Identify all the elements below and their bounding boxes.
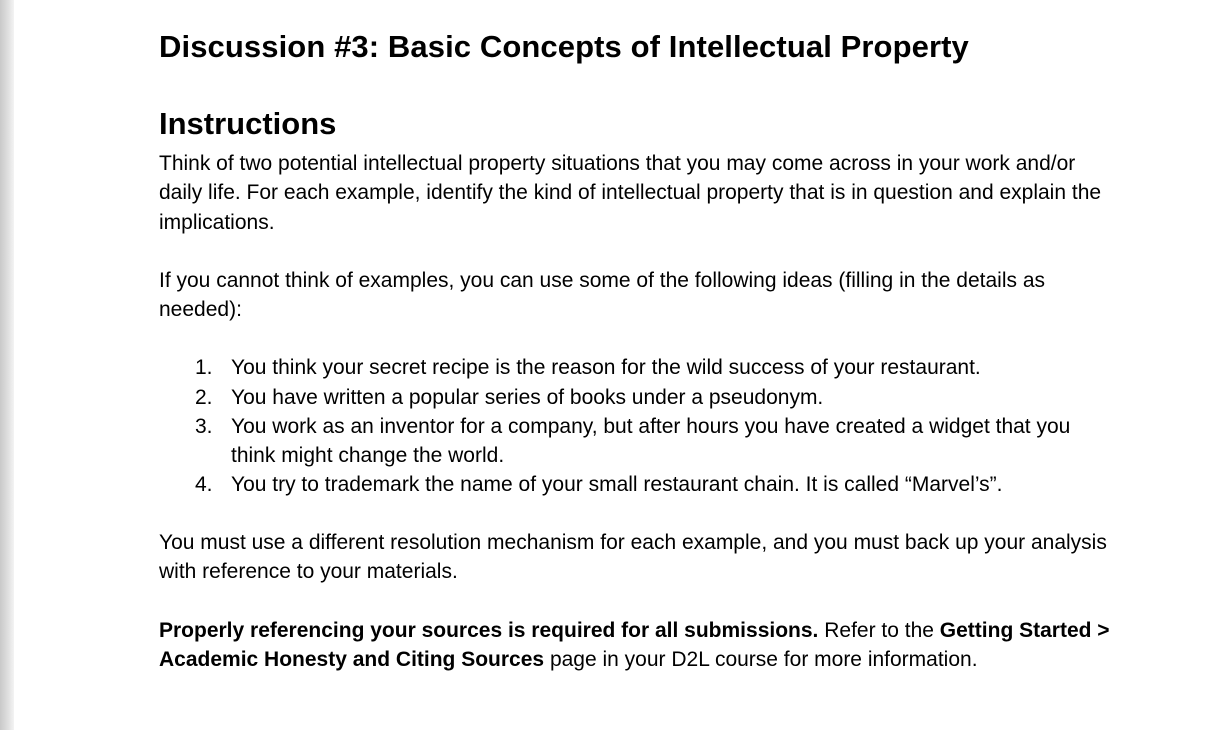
list-item-number: 2. — [195, 385, 213, 409]
document-page — [14, 0, 1232, 730]
list-item-number: 1. — [195, 356, 213, 380]
list-item — [159, 353, 1119, 382]
list-item-text: You work as an inventor for a company, but after hours you have created a widget that you think might change the world. — [231, 414, 1071, 467]
list-item — [159, 470, 1119, 499]
instructions-paragraph-1: Think of two potential intellectual property situations that you may come across in your work and/or daily life. For each example, identify the kind of intellectual property that is in question and explain the implications. — [159, 152, 1102, 234]
document-title: Discussion #3: Basic Concepts of Intellectual Property — [159, 29, 969, 64]
viewer-left-edge-shadow — [0, 0, 14, 730]
instructions-paragraph-3: You must use a different resolution mechanism for each example, and you must back up your analysis with reference to your materials. — [159, 530, 1107, 584]
citing-sources-page-reference: Getting Started > Academic Honesty and Citing Sources — [159, 618, 1110, 671]
list-item-number: 4. — [195, 472, 213, 496]
list-item-text: You try to trademark the name of your small restaurant chain. It is called “Marvel’s”. — [231, 472, 1003, 496]
list-item-number: 3. — [195, 414, 213, 438]
citation-requirement-paragraph — [159, 616, 1119, 675]
example-ideas-list — [159, 353, 1119, 498]
citation-requirement-bold: Properly referencing your sources is required for all submissions. — [159, 618, 819, 642]
document-content — [159, 28, 1119, 674]
list-item-text: You have written a popular series of books under a pseudonym. — [231, 385, 824, 409]
list-item-text: You think your secret recipe is the reason for the wild success of your restaurant. — [231, 356, 981, 380]
citation-requirement-text-end: page in your D2L course for more information. — [544, 647, 978, 671]
list-item — [159, 412, 1119, 470]
instructions-heading: Instructions — [159, 106, 337, 141]
citation-requirement-text: Refer to the — [818, 618, 940, 642]
list-item — [159, 383, 1119, 412]
instructions-paragraph-2: If you cannot think of examples, you can use some of the following ideas (filling in the details as needed): — [159, 268, 1045, 322]
